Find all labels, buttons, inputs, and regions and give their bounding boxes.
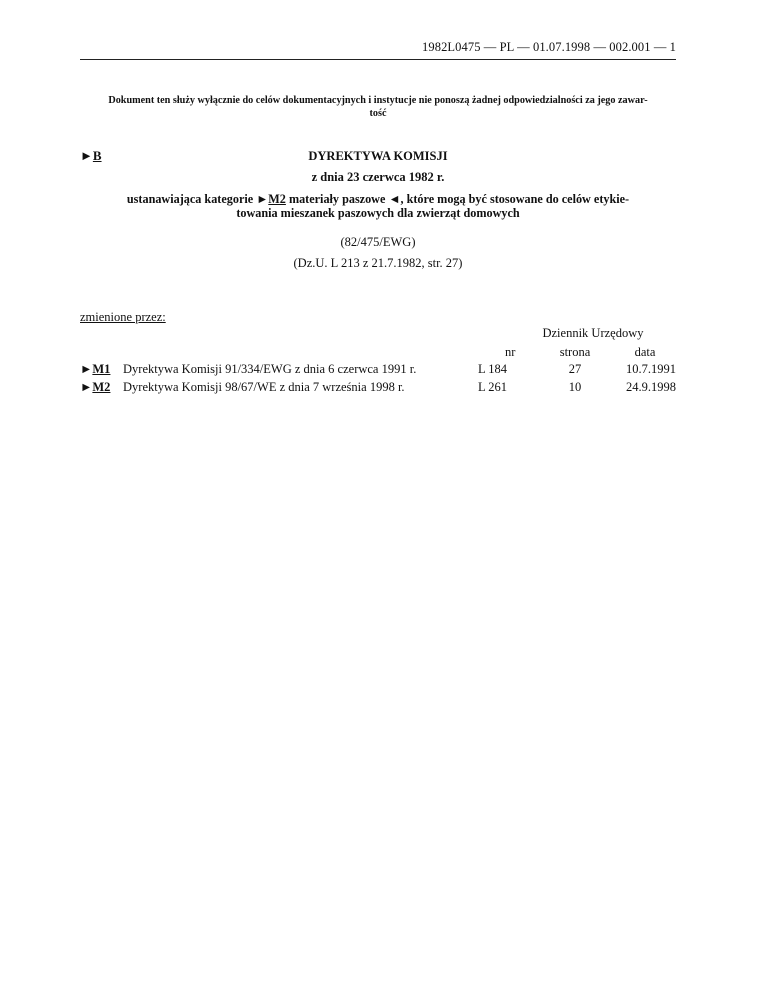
subject-text-3: towania mieszanek paszowych dla zwierząt domowych [236,206,520,220]
header-divider [80,59,676,60]
disclaimer [80,94,676,120]
disclaimer-line-2: tość [369,108,387,119]
amendment-date: 24.9.1998 [626,380,676,394]
act-title: DYREKTYWA KOMISJI [308,149,448,163]
subject-marker-code[interactable]: M2 [268,192,286,206]
arrow-right-icon: ► [80,362,93,376]
amendment-code: M2 [92,380,111,394]
arrow-right-icon: ► [256,192,269,206]
arrow-right-icon: ► [80,148,93,163]
amendment-row [80,362,676,380]
subject-text-2: materiały paszowe ◄, które mogą być stosowane do celów etykie- [285,192,630,206]
amendment-page: 27 [568,362,582,376]
column-nr: nr [505,345,516,359]
marker-code: B [92,148,102,163]
amendment-oj-nr: L 184 [478,362,508,376]
act-oj-reference: (Dz.U. L 213 z 21.7.1982, str. 27) [293,256,463,270]
oj-heading: Dziennik Urzędowy [542,326,644,340]
amendment-page: 10 [568,380,582,394]
subject-text-1: ustanawiająca kategorie [126,192,257,206]
document-reference: 1982L0475 — PL — 01.07.1998 — 002.001 — 1 [422,40,676,54]
column-date: data [634,345,656,359]
amendment-date: 10.7.1991 [626,362,676,376]
amendment-oj-nr: L 261 [478,380,508,394]
amended-by-label: zmienione przez: [80,310,166,324]
act-number: (82/475/EWG) [340,235,416,249]
act-date: z dnia 23 czerwca 1982 r. [311,170,445,184]
amendment-marker[interactable] [80,362,110,377]
amendment-row [80,380,676,398]
act-subject [110,192,646,220]
amendment-description: Dyrektywa Komisji 91/334/EWG z dnia 6 czerwca 1991 r. [123,362,417,376]
column-page: strona [559,345,591,359]
disclaimer-line-1: Dokument ten służy wyłącznie do celów dokumentacyjnych i instytucje nie ponoszą żadnej odpowiedzialności za jego zawar- [108,95,648,106]
amendment-code: M1 [92,362,111,376]
amendment-description: Dyrektywa Komisji 98/67/WE z dnia 7 września 1998 r. [123,380,405,394]
arrow-right-icon: ► [80,380,93,394]
amendment-marker[interactable] [80,380,110,395]
